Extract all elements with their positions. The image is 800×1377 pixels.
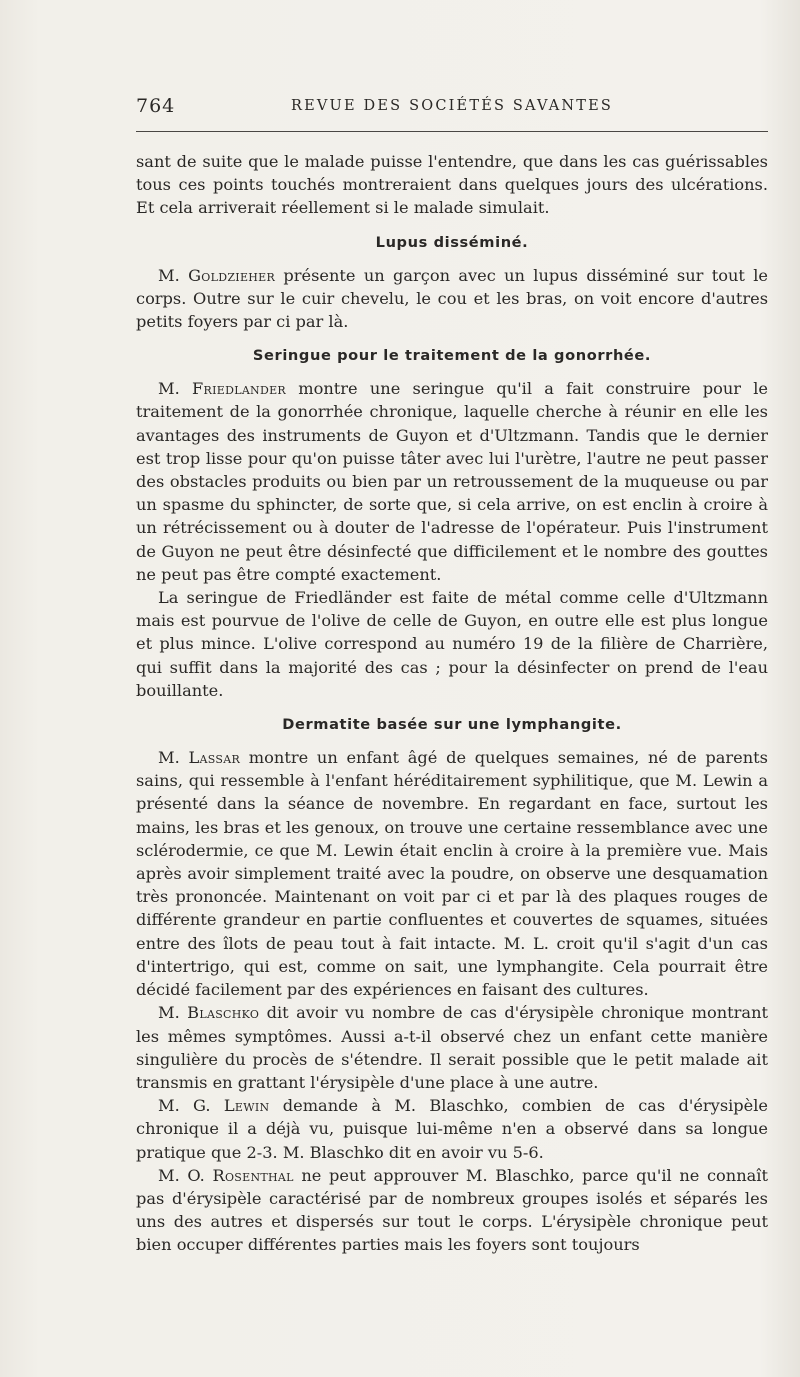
paragraph-text: montre une seringue qu'il a fait construire pour le traitement de la gonorrhée chronique, laquelle cherche à réunir en elle les avantages des instruments de Guyon et d'Ultzmann. Tandis que le dernier est trop lisse pour qu'on puisse tâter avec lui l'urètre, l'autre ne peut passer des obstacles produits ou bien par un retroussement de la muqueuse ou par un spasme du sphincter, de sorte que, si cela arrive, on est enclin à croire à un rétrécissement ou à douter de l'adresse de l'opérateur. Puis l'instrument de Guyon ne peut être désinfecté que difficilement et le nombre des gouttes ne peut pas être compté exactement.	[136, 379, 768, 584]
paragraph-goldzieher	[136, 264, 768, 334]
paragraph-lassar	[136, 746, 768, 1001]
section-heading-lupus: Lupus disséminé.	[375, 233, 529, 251]
speaker-title: M. G.	[158, 1096, 211, 1116]
paragraph-text: dit avoir vu nombre de cas d'érysipèle chronique montrant les mêmes symptômes. Aussi a-t-il observé chez un enfant cette manière singulière du procès de s'étendre. Il serait possible que le petit malade ait transmis en grattant l'érysipèle d'une place à une autre.	[136, 1003, 769, 1092]
running-title: REVUE DES SOCIÉTÉS SAVANTES	[290, 98, 614, 114]
article-body	[136, 150, 768, 1257]
page-number: 764	[136, 95, 176, 117]
paragraph-text: présente un garçon avec un lupus disséminé sur tout le corps. Outre sur le cuir chevelu, le cou et les bras, on voit encore d'autres petits foyers par ci par là.	[136, 265, 768, 332]
speaker-title: M.	[158, 748, 180, 768]
paragraph-friedlander	[136, 377, 768, 586]
paragraph-seringue-description: La seringue de Friedländer est faite de métal comme celle d'Ultzmann mais est pourvue de l'olive de celle de Guyon, en outre elle est plus longue et plus mince. L'olive correspond au numéro 19 de la filière de Charrière, qui suffit dans la majorité des cas ; pour la désinfecter on prend de l'eau bouillante.	[136, 588, 768, 700]
section-heading-dermatite: Dermatite basée sur une lymphangite.	[282, 716, 622, 734]
paragraph-text: demande à M. Blaschko, combien de cas d'érysipèle chronique il a déjà vu, puisque lui-même n'en a observé dans sa longue pratique que 2-3. M. Blaschko dit en avoir vu 5-6.	[136, 1096, 768, 1162]
speaker-name: Lassar	[188, 748, 241, 768]
paragraph-text: montre un enfant âgé de quelques semaines, né de parents sains, qui ressemble à l'enfant héréditairement syphilitique, que M. Lewin a présenté dans la séance de novembre. En regardant en face, surtout les mains, les bras et les genoux, on trouve une certaine ressemblance avec une sclérodermie, ce que M. Lewin était enclin à croire à la première vue. Mais après avoir simplement traité avec la poudre, on observe une desquamation très prononcée. Maintenant on voit par ci et par là des plaques rouges de différente grandeur en partie confluentes et couvertes de squames, situées entre des îlots de peau tout à fait intacte. M. L. croit qu'il s'agit d'un cas d'intertrigo, qui est, comme on sait, une lymphangite. Cela pourrait être décidé facilement par des expériences en faisant des cultures.	[136, 748, 768, 1000]
paragraph-text: ne peut approuver M. Blaschko, parce qu'il ne connaît pas d'érysipèle caractérisé par de nombreux groupes isolés et séparés les uns des autres et dispersés sur tout le corps. L'érysipèle chronique peut bien occuper différentes parties mais les foyers sont toujours	[136, 1165, 768, 1255]
speaker-name: Goldzieher	[188, 265, 276, 285]
speaker-name: Lewin	[223, 1096, 270, 1116]
speaker-title: M.	[158, 265, 180, 285]
paragraph-blaschko	[136, 1001, 768, 1094]
speaker-title: M.	[158, 379, 180, 399]
speaker-name: Friedlander	[192, 379, 287, 399]
speaker-name: Blaschko	[187, 1003, 260, 1023]
speaker-name: Rosenthal	[212, 1165, 294, 1185]
section-heading-seringue: Seringue pour le traitement de la gonorrhée.	[252, 347, 652, 365]
paragraph-lewin	[136, 1094, 768, 1164]
speaker-title: M. O.	[158, 1165, 205, 1185]
paragraph-rosenthal	[136, 1164, 768, 1257]
paragraph-continuation: sant de suite que le malade puisse l'entendre, que dans les cas guérissables tous ces points touchés montreraient dans quelques jours des ulcérations. Et cela arriverait réellement si le malade simulait.	[136, 152, 768, 218]
header-rule	[136, 131, 768, 132]
running-header	[136, 95, 768, 119]
speaker-title: M.	[158, 1003, 180, 1023]
